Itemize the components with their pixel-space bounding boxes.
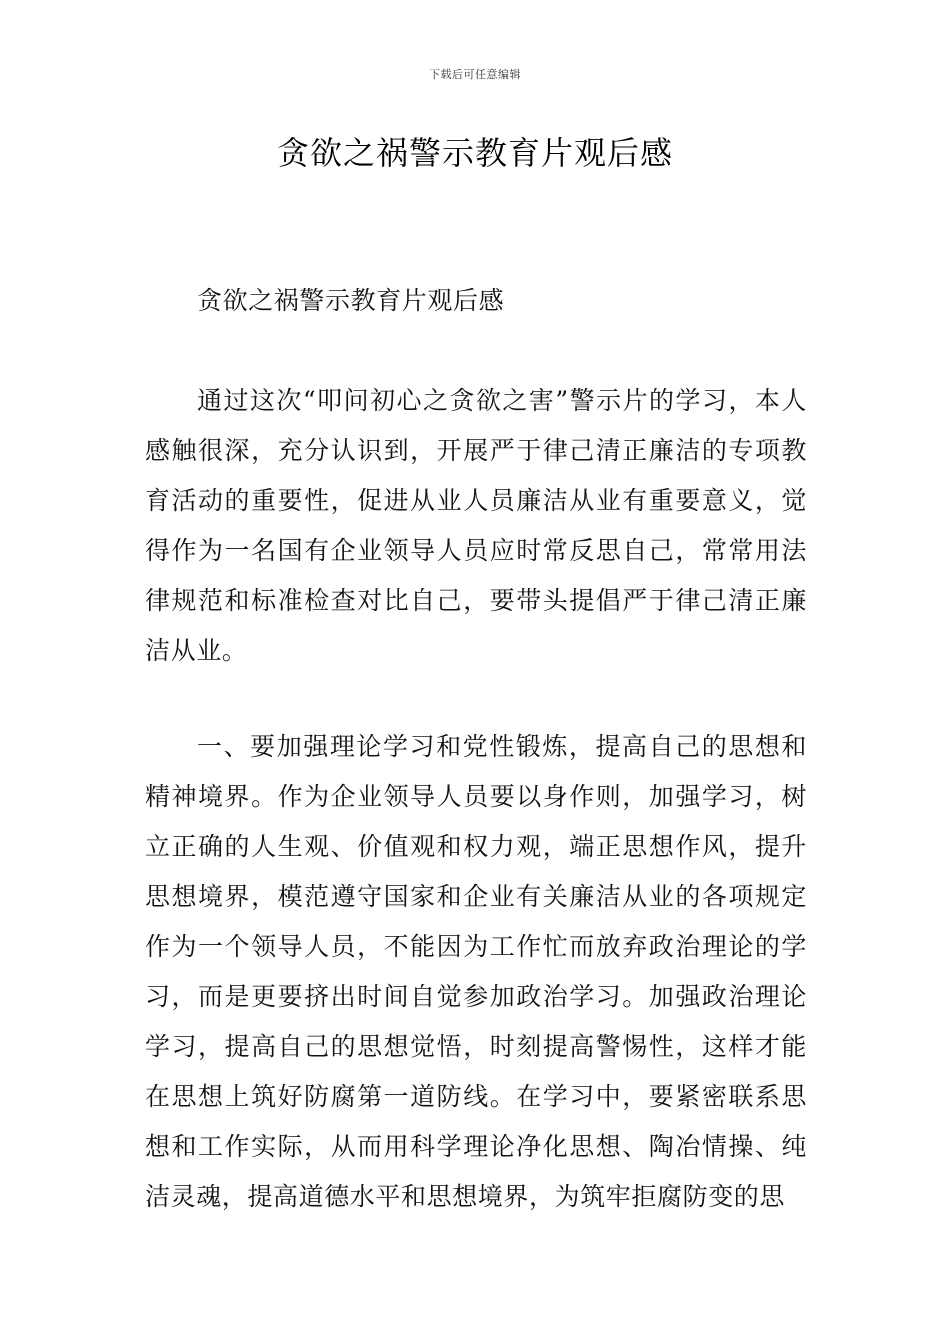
- header-note: 下载后可任意编辑: [429, 68, 521, 81]
- document-subtitle: 贪欲之祸警示教育片观后感: [197, 286, 505, 315]
- paragraph: 一、要加强理论学习和党性锻炼，提高自己的思想和精神境界。作为企业领导人员要以身作则，加强学习，树立正确的人生观、价值观和权力观，端正思想作风，提升思想境界，模范遵守国家和企业有关廉洁从业的各项规定作为一个领导人员，不能因为工作忙而放弃政治理论的学习，而是更要挤出时间自觉参加政治学习。加强政治理论学习，提高自己的思想觉悟，时刻提高警惕性，这样才能在思想上筑好防腐第一道防线。在学习中，要紧密联系思想和工作实际，从而用科学理论净化思想、陶冶情操、纯洁灵魂，提高道德水平和思想境界，为筑牢拒腐防变的思: [145, 732, 807, 1211]
- paragraph: 通过这次“叩问初心之贪欲之害”警示片的学习，本人感触很深，充分认识到，开展严于律己清正廉洁的专项教育活动的重要性，促进从业人员廉洁从业有重要意义，觉得作为一名国有企业领导人员应时常反思自己，常常用法律规范和标准检查对比自己，要带头提倡严于律己清正廉洁从业。: [145, 386, 807, 665]
- document-title: 贪欲之祸警示教育片观后感: [276, 134, 673, 172]
